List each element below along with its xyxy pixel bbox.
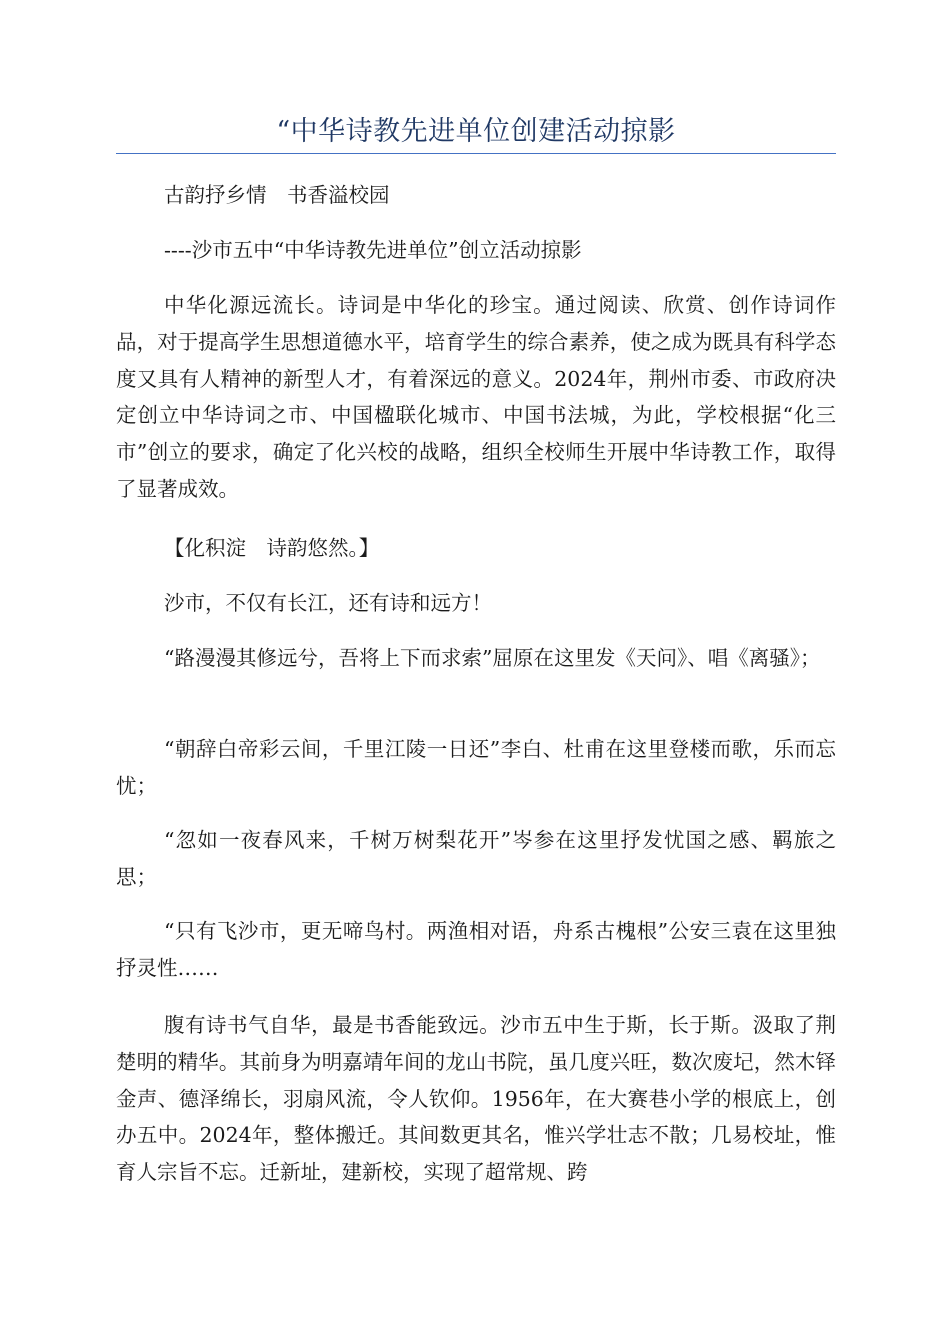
paragraph-quote-sanyuan: “只有飞沙市，更无啼鸟村。两渔相对语，舟系古槐根”公安三袁在这里独抒灵性……: [116, 919, 836, 980]
paragraph-quote-libai: “朝辞白帝彩云间，千里江陵一日还”李白、杜甫在这里登楼而歌，乐而忘忧；: [116, 737, 836, 798]
paragraph-subtitle: 古韵抒乡情 书香溢校园: [164, 183, 390, 207]
paragraph-quote-quyuan: “路漫漫其修远兮，吾将上下而求索”屈原在这里发《天问》、唱《离骚》；: [164, 646, 821, 670]
paragraph-school-history: 腹有诗书气自华，最是书香能致远。沙市五中生于斯，长于斯。汲取了荆楚明的精华。其前身为明嘉靖年间的龙山书院，虽几度兴旺，数次废圮，然木铎金声、德泽绵长，羽扇风流，令人钦仰。1956年，在大赛巷小学的根底上，创办五中。2024年，整体搬迁。其间数更其名，惟兴学壮志不散；几易校址，惟育人宗旨不忘。迁新址，建新校，实现了超常规、跨: [116, 1013, 836, 1185]
paragraph-intro: 中华化源远流长。诗词是中华化的珍宝。通过阅读、欣赏、创作诗词作品，对于提高学生思想道德水平，培育学生的综合素养，使之成为既具有科学态度又具有人精神的新型人才，有着深远的意义。2024年，荆州市委、市政府决定创立中华诗词之市、中国楹联化城市、中国书法城，为此，学校根据“化三市”创立的要求，确定了化兴校的战略，组织全校师生开展中华诗教工作，取得了显著成效。: [116, 293, 836, 501]
paragraph-shashi: 沙市，不仅有长江，还有诗和远方！: [164, 591, 492, 615]
paragraph-quote-censhen: “忽如一夜春风来，千树万树梨花开”岑参在这里抒发忧国之感、羁旅之思；: [116, 828, 836, 889]
title-underline: [116, 153, 836, 154]
document-page: [116, 0, 836, 1344]
paragraph-section-heading: 【化积淀 诗韵悠然。】: [164, 536, 380, 560]
paragraph-subheading: ----沙市五中“中华诗教先进单位”创立活动掠影: [164, 238, 582, 262]
document-title: “中华诗教先进单位创建活动掠影: [276, 116, 676, 147]
